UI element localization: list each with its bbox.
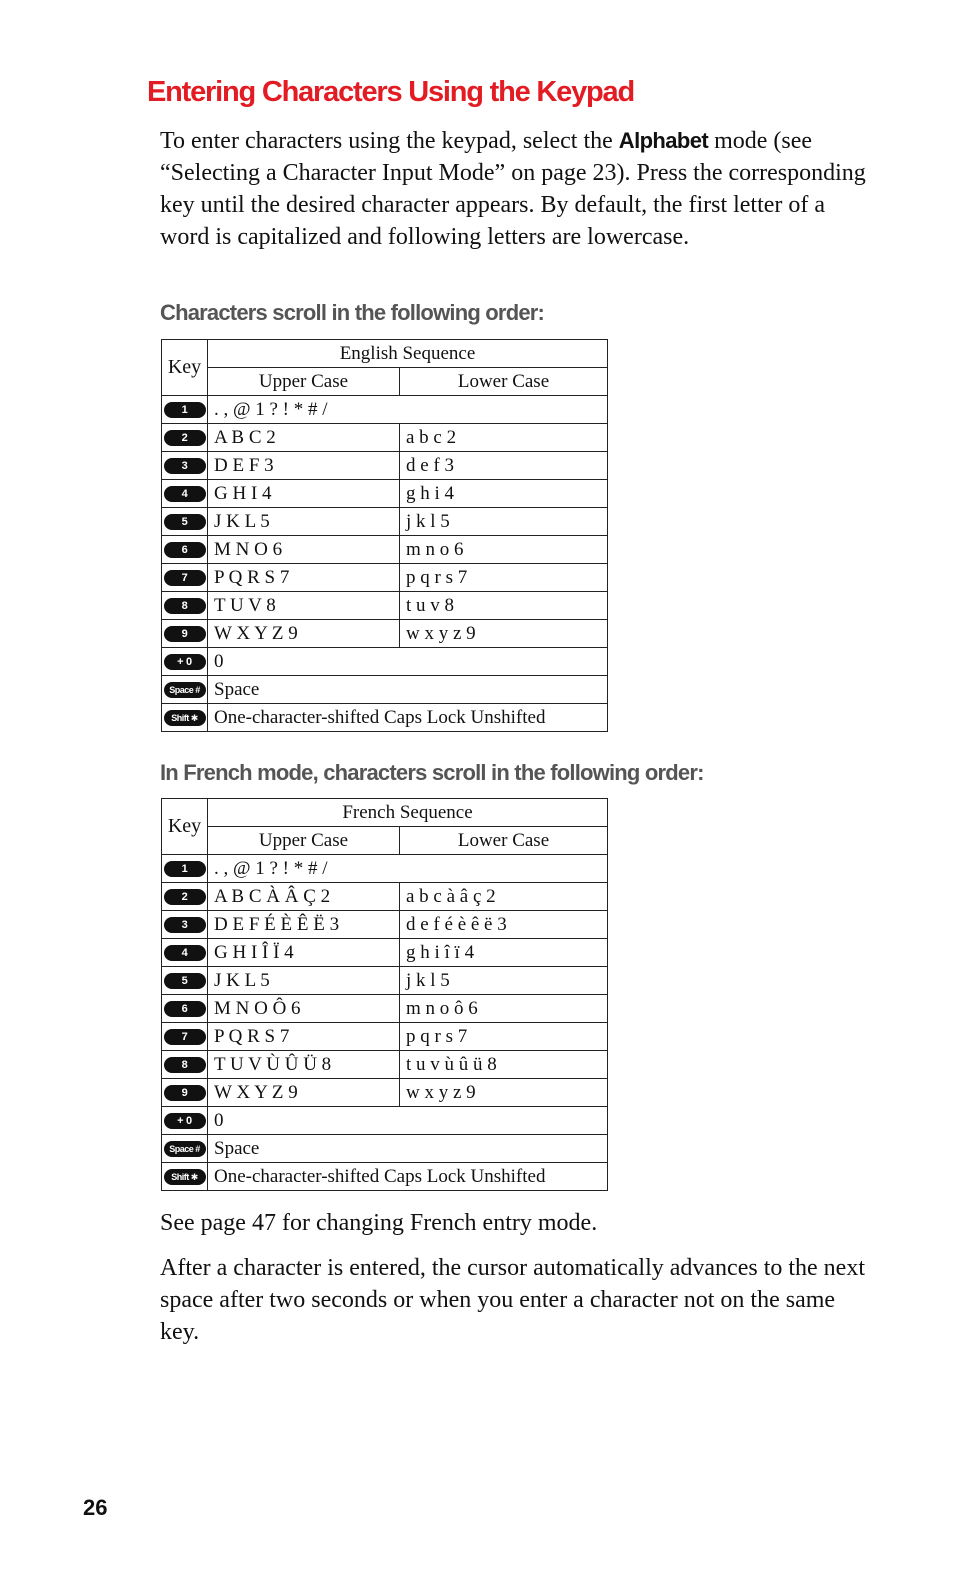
- sequence-cell: 0: [208, 648, 608, 676]
- key-cell: [162, 592, 208, 620]
- table-row: [162, 1079, 608, 1107]
- table-row: [162, 911, 608, 939]
- upper-case-cell: G H I Î Ï 4: [208, 939, 400, 967]
- intro-paragraph: [160, 125, 880, 253]
- keypad-key-icon: 8: [164, 1057, 206, 1073]
- key-cell: [162, 424, 208, 452]
- sequence-cell: . , @ 1 ? ! * # /: [208, 396, 608, 424]
- sequence-header: French Sequence: [208, 799, 608, 827]
- upper-case-cell: W X Y Z 9: [208, 620, 400, 648]
- table-row: [162, 396, 608, 424]
- keypad-key-icon: 9: [164, 626, 206, 642]
- table-row: [162, 592, 608, 620]
- key-cell: [162, 967, 208, 995]
- lower-case-cell: a b c à â ç 2: [400, 883, 608, 911]
- upper-case-header: Upper Case: [208, 827, 400, 855]
- sequence-cell: One-character-shifted Caps Lock Unshifted: [208, 1163, 608, 1191]
- lower-case-cell: d e f 3: [400, 452, 608, 480]
- key-cell: [162, 883, 208, 911]
- table-subheader-row: [162, 827, 608, 855]
- lower-case-cell: t u v 8: [400, 592, 608, 620]
- lower-case-cell: j k l 5: [400, 508, 608, 536]
- keypad-key-icon: 7: [164, 570, 206, 586]
- keypad-key-icon: Space #: [164, 682, 206, 698]
- upper-case-cell: D E F 3: [208, 452, 400, 480]
- key-cell: [162, 396, 208, 424]
- lower-case-cell: w x y z 9: [400, 1079, 608, 1107]
- keypad-key-icon: 4: [164, 945, 206, 961]
- table-subheader-row: [162, 368, 608, 396]
- key-cell: [162, 939, 208, 967]
- keypad-key-icon: 2: [164, 430, 206, 446]
- upper-case-cell: W X Y Z 9: [208, 1079, 400, 1107]
- keypad-key-icon: 3: [164, 917, 206, 933]
- lower-case-cell: w x y z 9: [400, 620, 608, 648]
- keypad-key-icon: 4: [164, 486, 206, 502]
- key-cell: [162, 855, 208, 883]
- upper-case-cell: J K L 5: [208, 967, 400, 995]
- page-title: Entering Characters Using the Keypad: [147, 76, 634, 108]
- table-header-row: [162, 799, 608, 827]
- table-row: [162, 424, 608, 452]
- keypad-key-icon: Space #: [164, 1141, 206, 1157]
- table-row: [162, 1135, 608, 1163]
- see-page-note: See page 47 for changing French entry mode.: [160, 1210, 598, 1236]
- lower-case-cell: m n o 6: [400, 536, 608, 564]
- lower-case-cell: j k l 5: [400, 967, 608, 995]
- upper-case-header: Upper Case: [208, 368, 400, 396]
- table-row: [162, 704, 608, 732]
- upper-case-cell: A B C À Â Ç 2: [208, 883, 400, 911]
- keypad-key-icon: Shift ✱: [164, 710, 206, 726]
- sequence-cell: One-character-shifted Caps Lock Unshifted: [208, 704, 608, 732]
- table-row: [162, 967, 608, 995]
- upper-case-cell: G H I 4: [208, 480, 400, 508]
- key-cell: [162, 704, 208, 732]
- key-cell: [162, 620, 208, 648]
- table-row: [162, 536, 608, 564]
- keypad-key-icon: 5: [164, 514, 206, 530]
- keypad-key-icon: 2: [164, 889, 206, 905]
- sequence-header: English Sequence: [208, 340, 608, 368]
- intro-text-after: mode (see “Selecting a Character Input Mode” on page 23). Press the corresponding key until the desired character appears. By default, the first letter of a word is capitalized and following letters are lowercase.: [160, 128, 866, 250]
- table-row: [162, 883, 608, 911]
- upper-case-cell: M N O Ô 6: [208, 995, 400, 1023]
- key-cell: [162, 480, 208, 508]
- keypad-key-icon: + 0: [164, 1113, 206, 1129]
- upper-case-cell: P Q R S 7: [208, 564, 400, 592]
- key-cell: [162, 648, 208, 676]
- lower-case-cell: p q r s 7: [400, 564, 608, 592]
- upper-case-cell: P Q R S 7: [208, 1023, 400, 1051]
- french-heading: In French mode, characters scroll in the following order:: [160, 760, 704, 785]
- table-row: [162, 452, 608, 480]
- key-cell: [162, 1107, 208, 1135]
- lower-case-cell: g h i î ï 4: [400, 939, 608, 967]
- keypad-key-icon: 8: [164, 598, 206, 614]
- key-cell: [162, 995, 208, 1023]
- sequence-cell: Space: [208, 1135, 608, 1163]
- lower-case-cell: g h i 4: [400, 480, 608, 508]
- keypad-key-icon: 6: [164, 542, 206, 558]
- key-cell: [162, 1023, 208, 1051]
- keypad-key-icon: 7: [164, 1029, 206, 1045]
- upper-case-cell: A B C 2: [208, 424, 400, 452]
- key-cell: [162, 536, 208, 564]
- keypad-key-icon: + 0: [164, 654, 206, 670]
- page-number: 26: [83, 1495, 108, 1520]
- table-row: [162, 1163, 608, 1191]
- lower-case-cell: a b c 2: [400, 424, 608, 452]
- upper-case-cell: T U V 8: [208, 592, 400, 620]
- french-sequence-table: [161, 798, 608, 1191]
- intro-text-before: To enter characters using the keypad, select the: [160, 128, 619, 154]
- sequence-cell: 0: [208, 1107, 608, 1135]
- keypad-key-icon: 1: [164, 402, 206, 418]
- upper-case-cell: D E F É È Ê Ë 3: [208, 911, 400, 939]
- table-row: [162, 1023, 608, 1051]
- lower-case-header: Lower Case: [400, 827, 608, 855]
- lower-case-header: Lower Case: [400, 368, 608, 396]
- lower-case-cell: d e f é è ê ë 3: [400, 911, 608, 939]
- table-row: [162, 564, 608, 592]
- lower-case-cell: m n o ô 6: [400, 995, 608, 1023]
- key-cell: [162, 1051, 208, 1079]
- table-row: [162, 648, 608, 676]
- upper-case-cell: T U V Ù Û Ü 8: [208, 1051, 400, 1079]
- keypad-key-icon: 3: [164, 458, 206, 474]
- key-cell: [162, 1163, 208, 1191]
- keypad-key-icon: 6: [164, 1001, 206, 1017]
- keypad-key-icon: Shift ✱: [164, 1169, 206, 1185]
- table-row: [162, 620, 608, 648]
- keypad-key-icon: 5: [164, 973, 206, 989]
- table-row: [162, 676, 608, 704]
- lower-case-cell: t u v ù û ü 8: [400, 1051, 608, 1079]
- table-row: [162, 995, 608, 1023]
- upper-case-cell: M N O 6: [208, 536, 400, 564]
- key-cell: [162, 1079, 208, 1107]
- key-cell: [162, 676, 208, 704]
- english-sequence-table: [161, 339, 608, 732]
- key-cell: [162, 564, 208, 592]
- sequence-cell: . , @ 1 ? ! * # /: [208, 855, 608, 883]
- table-row: [162, 1051, 608, 1079]
- key-cell: [162, 911, 208, 939]
- table-row: [162, 480, 608, 508]
- after-entry-paragraph: After a character is entered, the cursor automatically advances to the next space after two seconds or when you enter a character not on the same key.: [160, 1255, 865, 1345]
- table-row: [162, 855, 608, 883]
- table-row: [162, 508, 608, 536]
- upper-case-cell: J K L 5: [208, 508, 400, 536]
- table-row: [162, 1107, 608, 1135]
- key-column-header: Key: [162, 340, 208, 396]
- table-header-row: [162, 340, 608, 368]
- key-column-header: Key: [162, 799, 208, 855]
- lower-case-cell: p q r s 7: [400, 1023, 608, 1051]
- key-cell: [162, 1135, 208, 1163]
- alphabet-keyword: Alphabet: [618, 128, 709, 153]
- table-row: [162, 939, 608, 967]
- key-cell: [162, 452, 208, 480]
- english-heading: Characters scroll in the following order:: [160, 300, 545, 325]
- sequence-cell: Space: [208, 676, 608, 704]
- keypad-key-icon: 1: [164, 861, 206, 877]
- key-cell: [162, 508, 208, 536]
- keypad-key-icon: 9: [164, 1085, 206, 1101]
